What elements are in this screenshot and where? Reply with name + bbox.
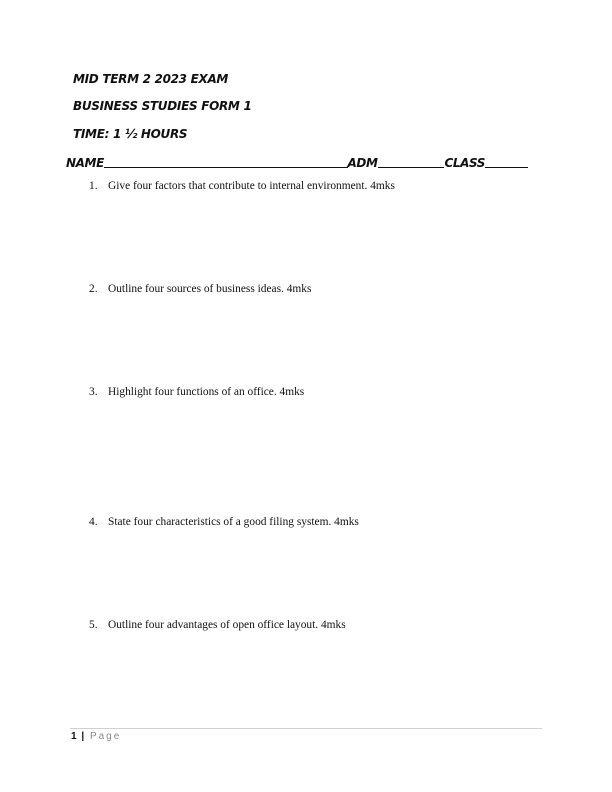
- question-number: 3.: [89, 386, 98, 398]
- class-blank[interactable]: [485, 155, 528, 168]
- adm-blank[interactable]: [378, 155, 445, 168]
- question-number: 4.: [89, 516, 98, 528]
- adm-label: ADM: [347, 156, 378, 170]
- question-item: [89, 386, 304, 398]
- question-text: Outline four sources of business ideas. 4mks: [108, 283, 312, 295]
- question-number: 2.: [89, 283, 98, 295]
- subject-title: BUSINESS STUDIES FORM 1: [73, 99, 252, 113]
- name-label: NAME: [66, 156, 104, 170]
- question-item: [89, 180, 395, 192]
- question-number: 5.: [89, 619, 98, 631]
- exam-duration: TIME: 1 ½ HOURS: [73, 127, 188, 141]
- question-item: [89, 283, 311, 295]
- name-blank[interactable]: [104, 155, 348, 168]
- page-number: 1: [71, 731, 77, 742]
- class-label: CLASS: [444, 156, 486, 170]
- footer-separator: |: [81, 731, 85, 742]
- page-label: Page: [89, 731, 122, 742]
- student-details-row: [66, 154, 528, 170]
- exam-title: MID TERM 2 2023 EXAM: [73, 72, 229, 86]
- question-item: [89, 619, 346, 631]
- page-footer: [71, 731, 121, 742]
- question-text: State four characteristics of a good filing system. 4mks: [108, 516, 359, 528]
- question-text: Give four factors that contribute to internal environment. 4mks: [108, 180, 395, 192]
- question-text: Highlight four functions of an office. 4mks: [108, 386, 305, 398]
- footer-divider: [70, 728, 542, 729]
- question-item: [89, 516, 359, 528]
- question-text: Outline four advantages of open office layout. 4mks: [108, 619, 346, 631]
- question-number: 1.: [89, 180, 98, 192]
